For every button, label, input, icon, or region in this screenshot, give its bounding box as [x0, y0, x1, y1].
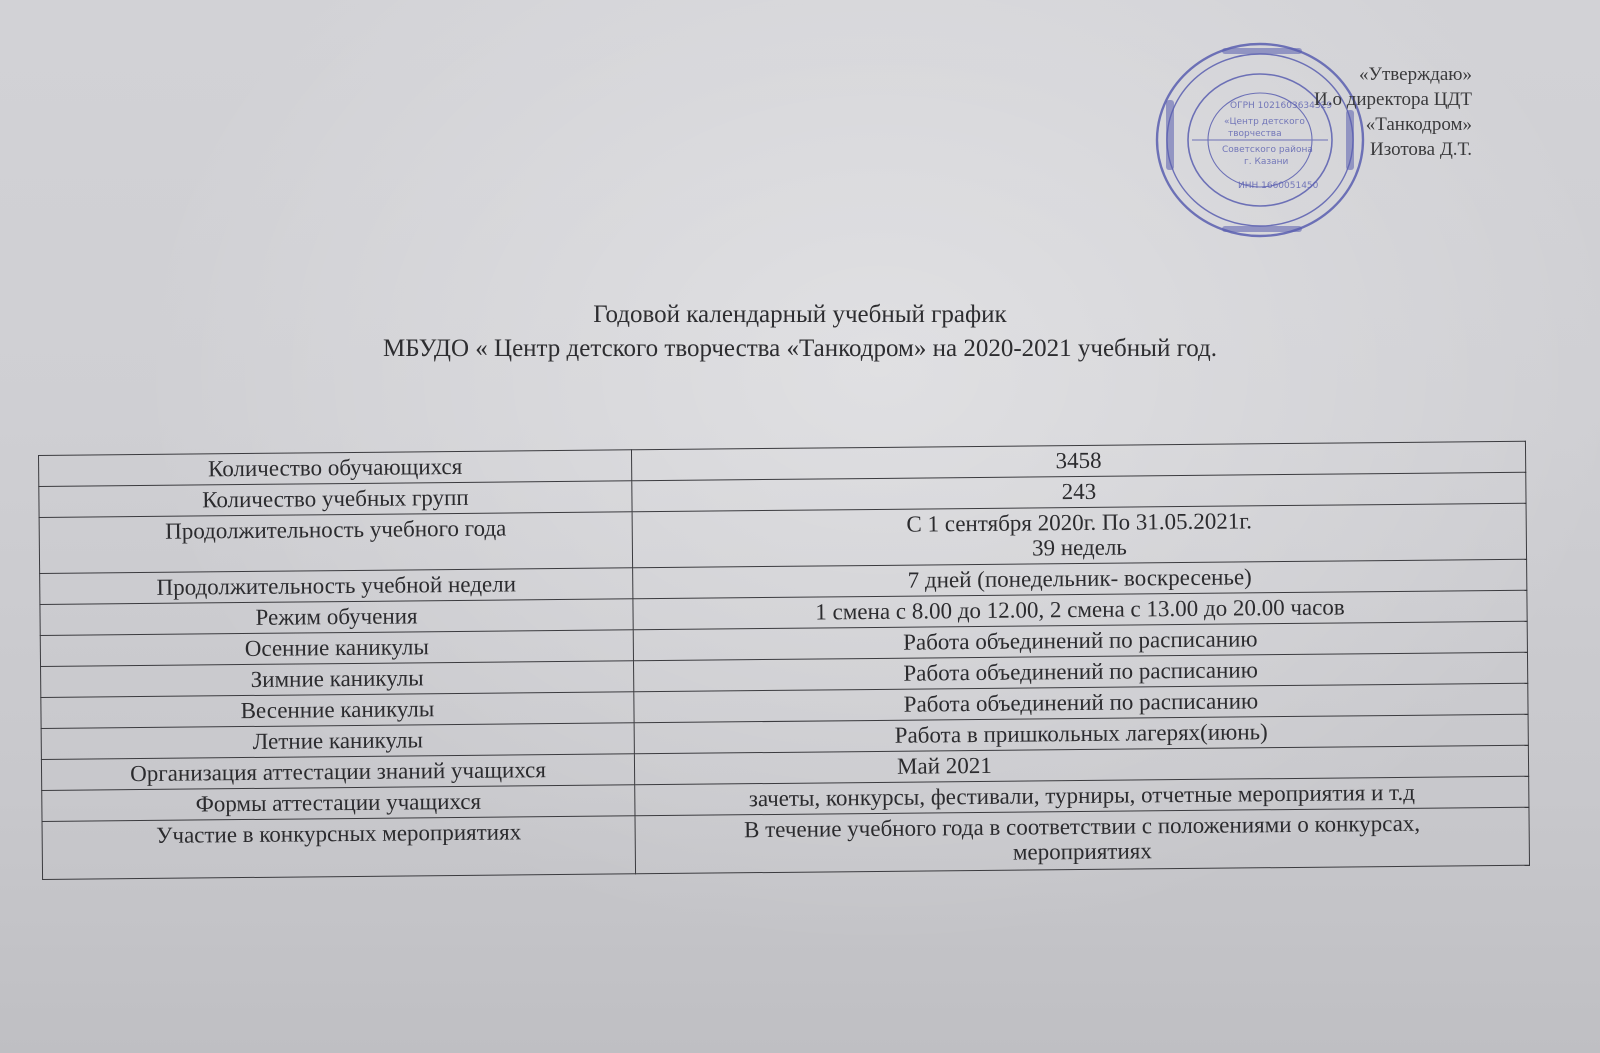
row-label: Продолжительность учебного года [39, 512, 633, 574]
row-label: Летние каникулы [41, 723, 634, 760]
row-label: Зимние каникулы [41, 661, 634, 698]
approval-heading: «Утверждаю» [1359, 64, 1472, 85]
row-value: Май 2021 [634, 745, 1528, 785]
approval-block [1262, 62, 1472, 162]
row-value-line-2: 39 недель [1031, 534, 1127, 561]
row-value-line-2: мероприятиях [1012, 838, 1152, 865]
row-label: Осенние каникулы [40, 630, 633, 667]
schedule-table [38, 441, 1530, 880]
svg-text:ИНН 1660051450: ИНН 1660051450 [1238, 181, 1319, 191]
row-value: зачеты, конкурсы, фестивали, турниры, отчетные мероприятия и т.д [635, 776, 1529, 816]
row-label: Формы аттестации учащихся [42, 785, 635, 822]
approval-signatory: Изотова Д.Т. [1370, 139, 1472, 160]
row-label: Количество обучающихся [39, 450, 632, 487]
row-value-line-1: В течение учебного года в соответствии с положениями о конкурсах, [743, 810, 1421, 843]
row-value: Работа объединений по расписанию [634, 652, 1528, 692]
row-label: Продолжительность учебной недели [40, 568, 633, 605]
row-value: 7 дней (понедельник- воскресенье) [633, 559, 1527, 599]
document-title [0, 298, 1600, 366]
approval-organization: «Танкодром» [1365, 114, 1472, 135]
title-line-2: МБУДО « Центр детского творчества «Танкодром» на 2020-2021 учебный год. [383, 335, 1217, 362]
row-label: Количество учебных групп [39, 481, 632, 518]
row-value: 3458 [631, 441, 1525, 481]
row-value: 1 смена с 8.00 до 12.00, 2 смена с 13.00 до 20.00 часов [633, 590, 1527, 630]
row-label: Весенние каникулы [41, 692, 634, 729]
row-value: Работа объединений по расписанию [634, 683, 1528, 723]
schedule-table-wrapper [38, 441, 1530, 880]
row-value: 243 [632, 472, 1526, 512]
row-value [632, 503, 1526, 568]
svg-text:г. Казани: г. Казани [1244, 157, 1289, 167]
approval-position: И.о директора ЦДТ [1314, 89, 1472, 110]
svg-text:Советского района: Советского района [1222, 145, 1313, 155]
row-label: Организация аттестации знаний учащихся [41, 754, 634, 791]
row-value-line-1: С 1 сентября 2020г. По 31.05.2021г. [906, 508, 1253, 537]
row-value: Работа объединений по расписанию [633, 621, 1527, 661]
svg-text:ОГРН 1021603634329: ОГРН 1021603634329 [1230, 101, 1333, 111]
row-label: Участие в конкурсных мероприятиях [42, 816, 636, 880]
svg-text:«Центр детского: «Центр детского [1224, 117, 1305, 127]
title-line-1: Годовой календарный учебный график [593, 301, 1007, 328]
row-value: Работа в пришкольных лагерях(июнь) [634, 714, 1528, 754]
svg-text:творчества: творчества [1228, 129, 1282, 139]
row-value [635, 807, 1530, 874]
row-label: Режим обучения [40, 599, 633, 636]
